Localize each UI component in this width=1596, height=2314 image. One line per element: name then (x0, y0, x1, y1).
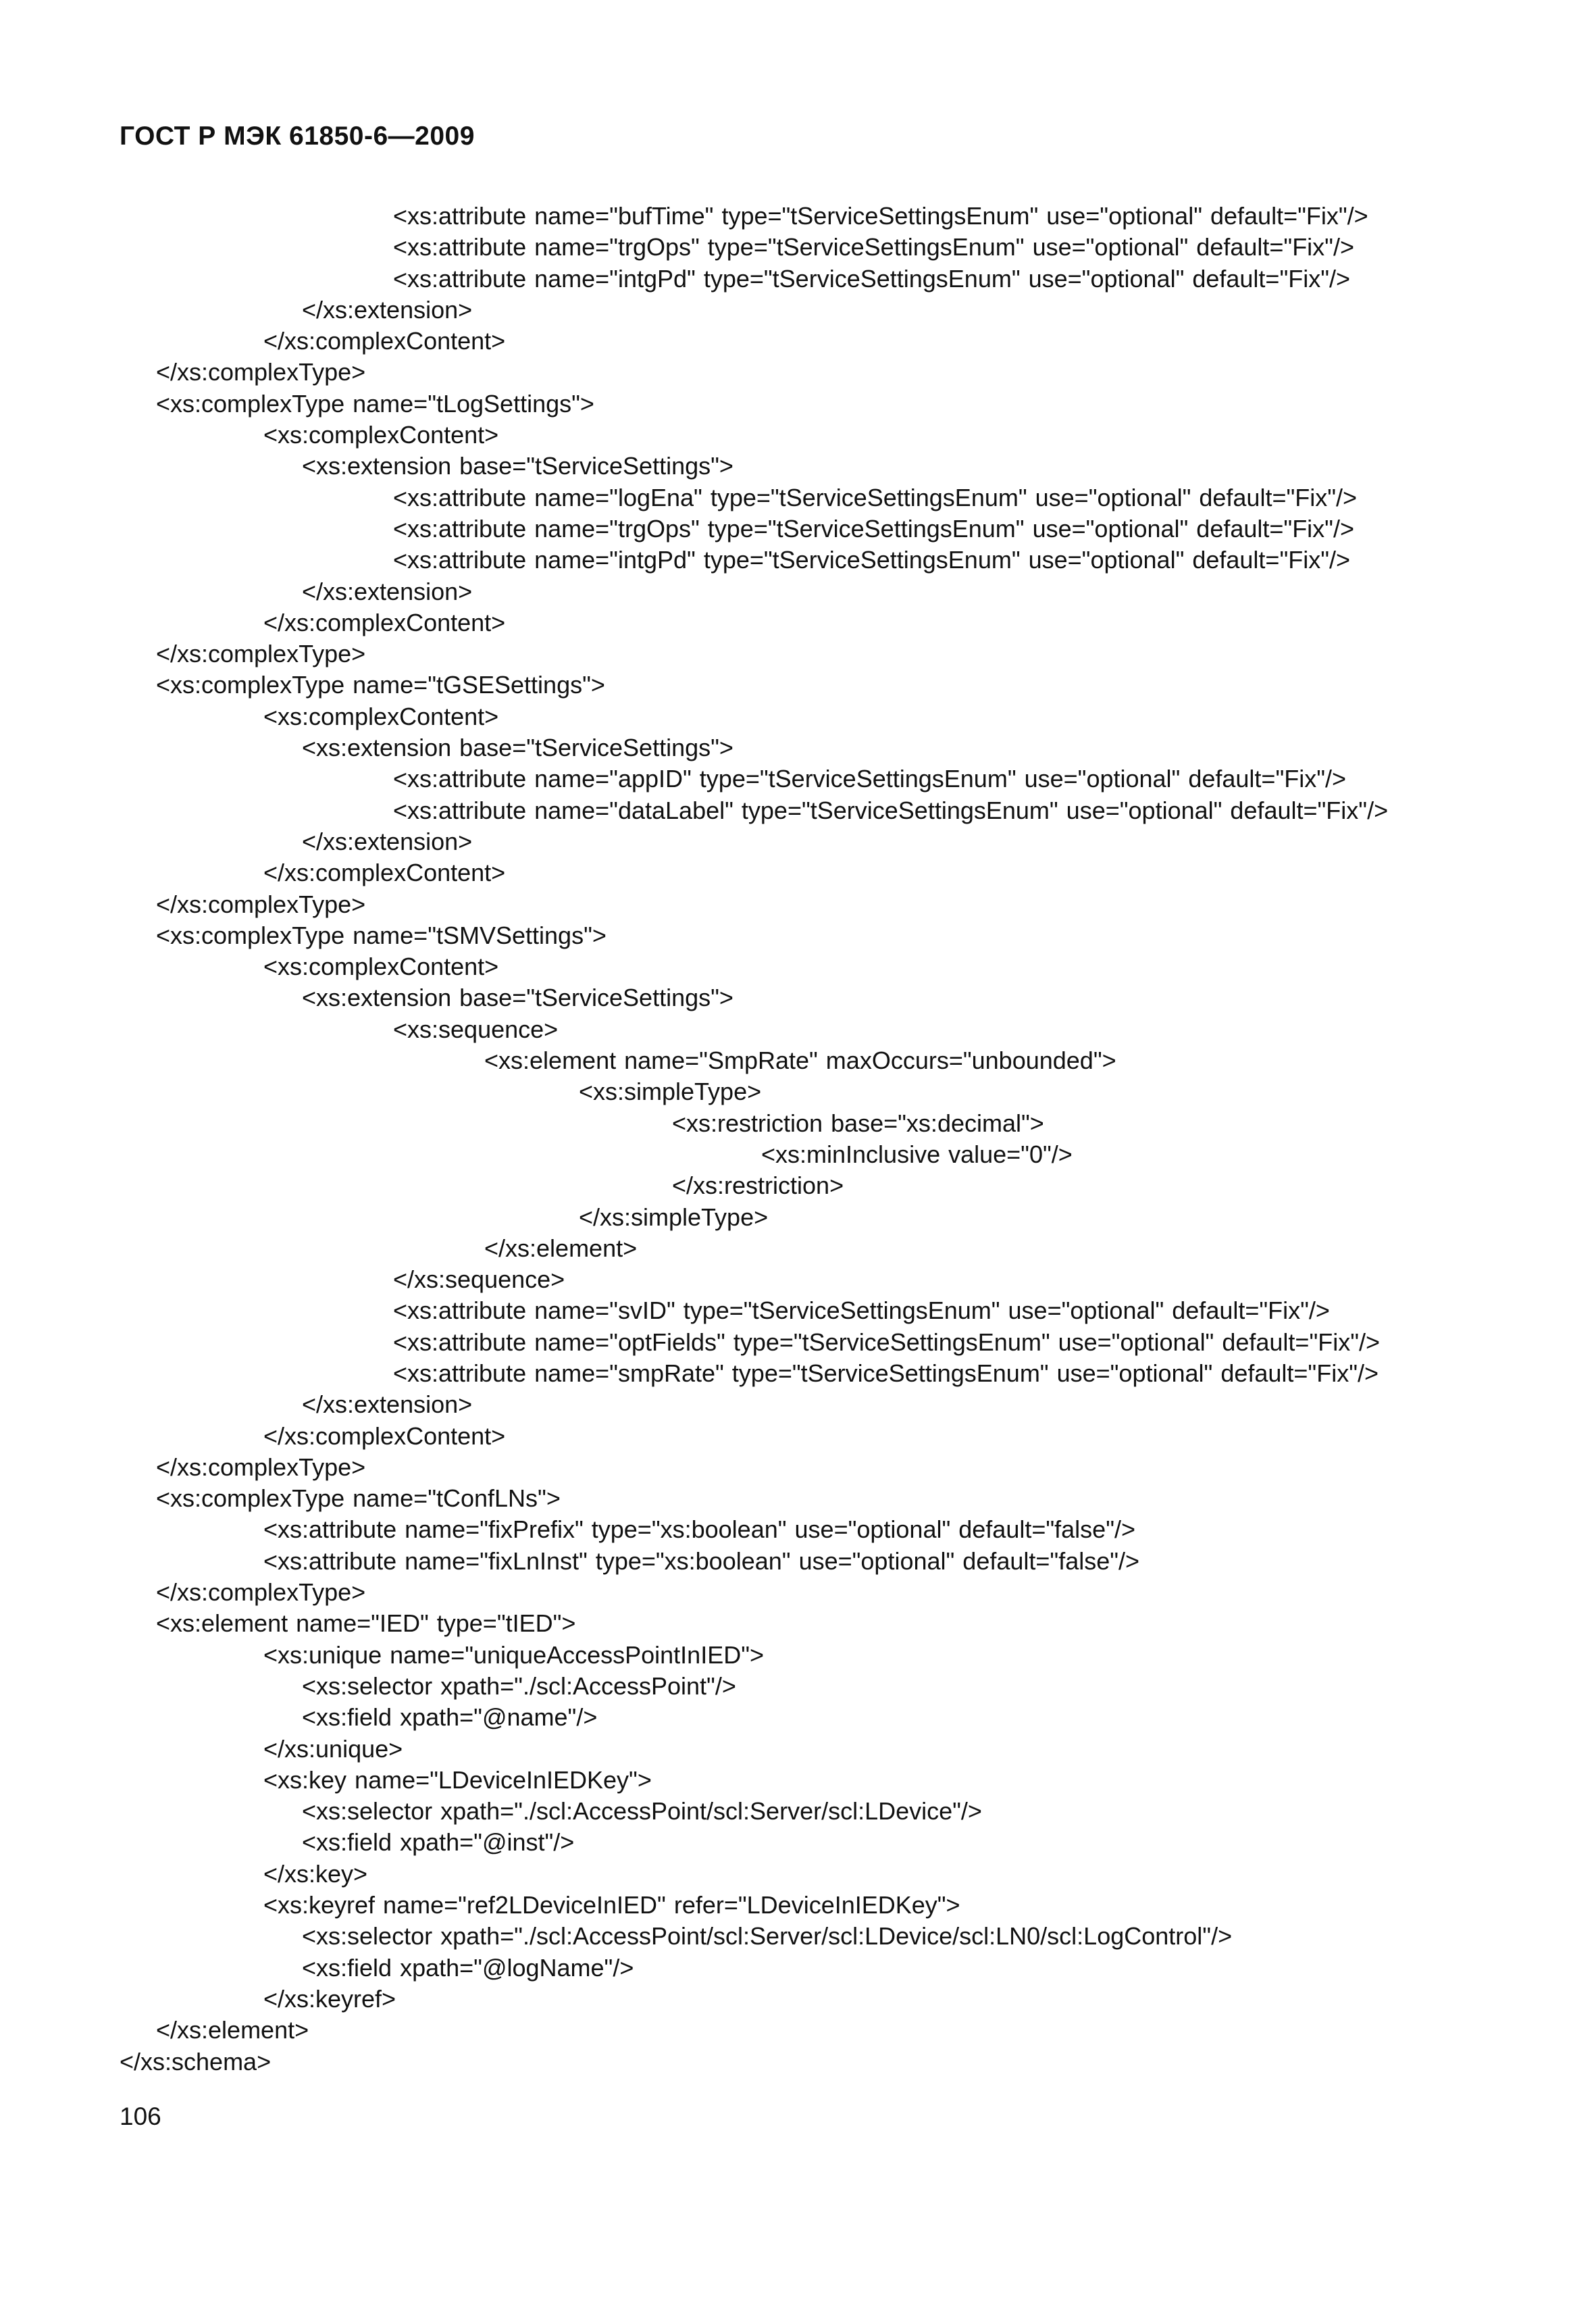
page-number: 106 (120, 2103, 161, 2130)
code-line: </xs:element> (484, 1234, 638, 1262)
code-line: </xs:complexType> (156, 890, 366, 918)
code-line: </xs:schema> (120, 2047, 272, 2076)
code-line: <xs:attribute name="fixPrefix" type="xs:boolean" use="optional" default="false"/> (263, 1515, 1135, 1544)
code-line: <xs:field xpath="@name"/> (302, 1703, 598, 1732)
code-line: <xs:complexContent> (263, 953, 499, 981)
code-line: <xs:attribute name="trgOps" type="tServiceSettingsEnum" use="optional" default="Fix"/> (393, 233, 1354, 261)
code-line: </xs:complexType> (156, 1578, 366, 1607)
code-line: <xs:simpleType> (579, 1078, 762, 1106)
code-line: <xs:complexType name="tGSESettings"> (156, 671, 605, 699)
code-line: <xs:attribute name="intgPd" type="tServiceSettingsEnum" use="optional" default="Fix"/> (393, 264, 1351, 293)
code-line: </xs:extension> (302, 295, 473, 324)
xml-schema-listing (120, 201, 1511, 2078)
code-line: <xs:restriction base="xs:decimal"> (672, 1109, 1044, 1137)
code-line: </xs:complexContent> (263, 1422, 506, 1450)
code-line: <xs:extension base="tServiceSettings"> (302, 984, 733, 1012)
code-line: <xs:sequence> (393, 1015, 559, 1043)
code-line: <xs:key name="LDeviceInIEDKey"> (263, 1765, 652, 1794)
code-line: <xs:attribute name="appID" type="tServiceSettingsEnum" use="optional" default="Fix"/> (393, 765, 1347, 793)
code-line: </xs:complexType> (156, 640, 366, 668)
code-line: <xs:attribute name="svID" type="tServiceSettingsEnum" use="optional" default="Fix"/> (393, 1297, 1330, 1325)
code-line: <xs:element name="SmpRate" maxOccurs="unbounded"> (484, 1047, 1116, 1075)
code-line: <xs:field xpath="@logName"/> (302, 1953, 634, 1982)
code-line: <xs:attribute name="optFields" type="tServiceSettingsEnum" use="optional" default="Fix"/> (393, 1328, 1381, 1356)
code-line: </xs:complexContent> (263, 327, 506, 355)
code-line: <xs:complexType name="tLogSettings"> (156, 389, 594, 418)
code-line: <xs:attribute name="trgOps" type="tServiceSettingsEnum" use="optional" default="Fix"/> (393, 514, 1354, 543)
document-header: ГОСТ Р МЭК 61850-6—2009 (120, 122, 475, 151)
code-line: <xs:complexType name="tSMVSettings"> (156, 921, 607, 949)
code-line: <xs:minInclusive value="0"/> (761, 1140, 1073, 1168)
code-line: <xs:selector xpath="./scl:AccessPoint/scl:Server/scl:LDevice"/> (302, 1797, 982, 1826)
code-line: </xs:restriction> (672, 1172, 844, 1200)
code-line: </xs:element> (156, 2016, 309, 2044)
code-line: <xs:element name="IED" type="tIED"> (156, 1609, 576, 1638)
code-line: <xs:field xpath="@inst"/> (302, 1828, 575, 1857)
code-line: <xs:selector xpath="./scl:AccessPoint/scl:Server/scl:LDevice/scl:LN0/scl:LogControl"/> (302, 1922, 1233, 1951)
code-line: </xs:extension> (302, 1390, 473, 1419)
code-line: </xs:extension> (302, 827, 473, 855)
code-line: <xs:complexContent> (263, 421, 499, 449)
code-line: <xs:attribute name="logEna" type="tServiceSettingsEnum" use="optional" default="Fix"/> (393, 483, 1358, 511)
code-line: <xs:extension base="tServiceSettings"> (302, 452, 733, 480)
code-line: <xs:complexContent> (263, 702, 499, 730)
code-line: <xs:selector xpath="./scl:AccessPoint"/> (302, 1671, 736, 1700)
code-line: </xs:complexType> (156, 1453, 366, 1481)
code-line: <xs:attribute name="intgPd" type="tServiceSettingsEnum" use="optional" default="Fix"/> (393, 546, 1351, 574)
code-line: <xs:unique name="uniqueAccessPointInIED"> (263, 1640, 765, 1669)
code-line: <xs:extension base="tServiceSettings"> (302, 734, 733, 762)
code-line: <xs:attribute name="fixLnInst" type="xs:boolean" use="optional" default="false"/> (263, 1546, 1140, 1575)
code-line: </xs:key> (263, 1859, 368, 1888)
code-line: </xs:extension> (302, 577, 473, 605)
code-line: <xs:keyref name="ref2LDeviceInIED" refer="LDeviceInIEDKey"> (263, 1891, 960, 1919)
code-line: </xs:simpleType> (579, 1203, 769, 1231)
code-line: </xs:keyref> (263, 1984, 396, 2013)
code-line: <xs:attribute name="smpRate" type="tServiceSettingsEnum" use="optional" default="Fix"/> (393, 1359, 1379, 1387)
code-line: </xs:unique> (263, 1734, 403, 1763)
code-line: <xs:attribute name="dataLabel" type="tServiceSettingsEnum" use="optional" default="Fix"/> (393, 796, 1389, 824)
code-line: <xs:attribute name="bufTime" type="tServiceSettingsEnum" use="optional" default="Fix"/> (393, 202, 1368, 230)
code-line: </xs:complexContent> (263, 859, 506, 887)
code-line: <xs:complexType name="tConfLNs"> (156, 1484, 561, 1513)
code-line: </xs:complexContent> (263, 608, 506, 636)
code-line: </xs:complexType> (156, 358, 366, 386)
code-line: </xs:sequence> (393, 1265, 565, 1294)
